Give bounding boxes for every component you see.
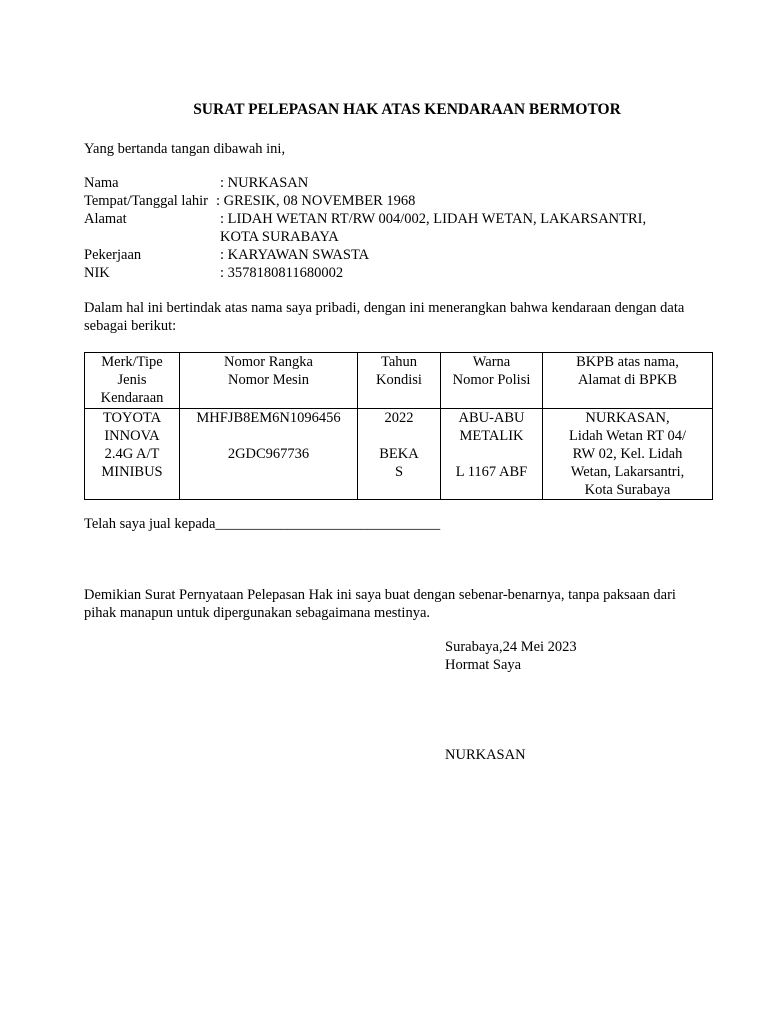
table-cell: MHFJB8EM6N1096456 2GDC967736 — [180, 409, 358, 500]
identity-value: : GRESIK, 08 NOVEMBER 1968 — [216, 193, 416, 209]
table-cell: TOYOTA INNOVA 2.4G A/T MINIBUS — [85, 409, 180, 500]
document-title: SURAT PELEPASAN HAK ATAS KENDARAAN BERMOTOR — [193, 101, 621, 118]
identity-label: Nama — [84, 175, 119, 191]
identity-label: Alamat — [84, 211, 127, 227]
intro-text: Yang bertanda tangan dibawah ini, — [84, 141, 286, 157]
vehicle-table — [84, 352, 713, 500]
identity-row-nik — [84, 264, 704, 282]
table-cell: 2022 BEKA S — [358, 409, 441, 500]
table-cell: ABU-ABU METALIK L 1167 ABF — [441, 409, 543, 500]
table-header-cell: Tahun Kondisi — [358, 353, 441, 409]
place-date: Surabaya,24 Mei 2023 — [445, 639, 577, 655]
identity-value: : KARYAWAN SWASTA — [220, 247, 370, 263]
closing-paragraph: Demikian Surat Pernyataan Pelepasan Hak ini saya buat dengan sebenar-benarnya, tanpa paksaan dari pihak manapun untuk dipergunakan sebagaimana mestinya. — [84, 587, 676, 621]
table-header-row — [85, 353, 713, 409]
closing-salutation: Hormat Saya — [445, 657, 522, 673]
identity-row-alamat — [84, 210, 704, 246]
identity-block — [84, 174, 704, 282]
vehicle-intro-paragraph: Dalam hal ini bertindak atas nama saya pribadi, dengan ini menerangkan bahwa kendaraan dengan data sebagai berikut: — [84, 300, 685, 334]
signer-name: NURKASAN — [445, 747, 526, 763]
identity-label: NIK — [84, 265, 110, 281]
identity-label: Tempat/Tanggal lahir — [84, 193, 208, 209]
identity-value: : LIDAH WETAN RT/RW 004/002, LIDAH WETAN, LAKARSANTRI, — [220, 211, 647, 227]
table-header-cell: Merk/Tipe Jenis Kendaraan — [85, 353, 180, 409]
table-cell: NURKASAN, Lidah Wetan RT 04/ RW 02, Kel. Lidah Wetan, Lakarsantri, Kota Surabaya — [543, 409, 713, 500]
identity-value-continued: KOTA SURABAYA — [220, 229, 339, 245]
signature-block — [445, 638, 577, 674]
identity-value: : 3578180811680002 — [220, 265, 344, 281]
identity-row-ttl — [84, 192, 704, 210]
identity-value: : NURKASAN — [220, 175, 309, 191]
table-header-cell: BKPB atas nama, Alamat di BPKB — [543, 353, 713, 409]
identity-row-pekerjaan — [84, 246, 704, 264]
sold-to-line: Telah saya jual kepada_______________________________ — [84, 516, 441, 532]
table-header-cell: Warna Nomor Polisi — [441, 353, 543, 409]
identity-row-nama — [84, 174, 704, 192]
table-row — [85, 409, 713, 500]
identity-label: Pekerjaan — [84, 247, 142, 263]
table-header-cell: Nomor Rangka Nomor Mesin — [180, 353, 358, 409]
